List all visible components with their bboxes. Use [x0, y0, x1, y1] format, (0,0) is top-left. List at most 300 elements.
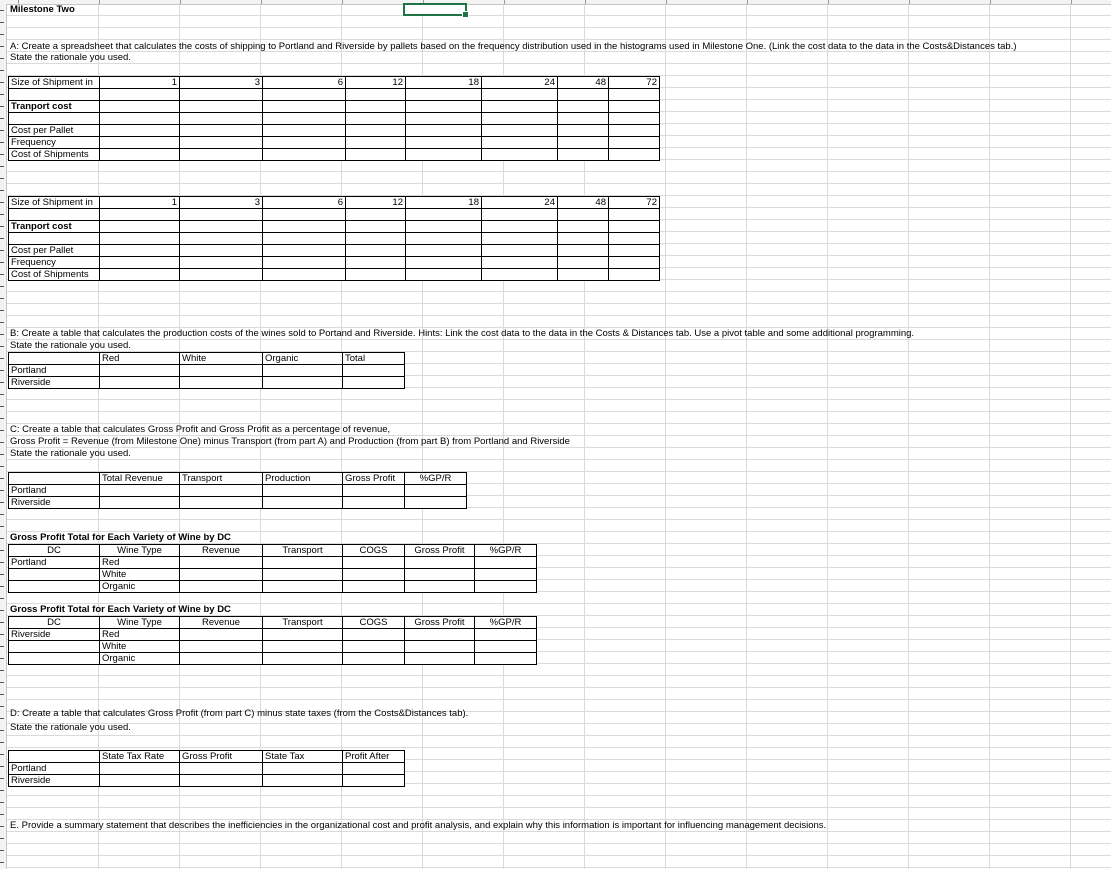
cell[interactable]	[343, 569, 405, 581]
cell[interactable]	[343, 377, 405, 389]
wine-type[interactable]: White	[100, 641, 180, 653]
header-row	[9, 545, 537, 557]
cell[interactable]	[405, 557, 475, 569]
section-d-heading: D: Create a table that calculates Gross Profit (from part C) minus state taxes (from the Costs&Distances tab).	[10, 708, 469, 719]
dc-label[interactable]: Portland	[9, 557, 100, 569]
cell[interactable]	[180, 641, 263, 653]
cell[interactable]	[482, 125, 558, 137]
cell[interactable]	[9, 751, 100, 763]
cell[interactable]	[609, 149, 660, 161]
cell[interactable]	[346, 245, 406, 257]
column-tick	[99, 0, 100, 4]
column-header[interactable]: Revenue	[180, 545, 263, 557]
row-tick	[0, 658, 4, 659]
row-tick	[0, 718, 4, 719]
cell[interactable]	[475, 629, 537, 641]
variety-table-title: Gross Profit Total for Each Variety of Wine by DC	[10, 604, 231, 615]
frequency-label[interactable]: Frequency	[9, 257, 100, 269]
cell[interactable]	[609, 269, 660, 281]
column-header[interactable]: Total	[343, 353, 405, 365]
cell[interactable]	[180, 569, 263, 581]
cell[interactable]	[9, 113, 100, 125]
transport-label[interactable]: Tranport cost	[9, 101, 100, 113]
cell[interactable]	[609, 113, 660, 125]
cell[interactable]	[180, 101, 263, 113]
cell[interactable]	[482, 149, 558, 161]
size-cell[interactable]: 1	[100, 77, 180, 89]
cell[interactable]	[346, 233, 406, 245]
cell[interactable]	[9, 353, 100, 365]
cell[interactable]	[180, 125, 263, 137]
section-c-rationale: State the rationale you used.	[10, 448, 131, 459]
cell[interactable]	[609, 89, 660, 101]
blank-row	[9, 233, 660, 245]
cell[interactable]	[406, 245, 482, 257]
cell[interactable]	[9, 89, 100, 101]
cell[interactable]	[263, 101, 346, 113]
column-header[interactable]: Gross Profit	[405, 617, 475, 629]
cell[interactable]	[346, 125, 406, 137]
row-tick	[0, 430, 4, 431]
cell[interactable]	[406, 233, 482, 245]
row-tick	[0, 334, 4, 335]
cell[interactable]	[100, 125, 180, 137]
row-label[interactable]: Riverside	[9, 377, 100, 389]
cell[interactable]	[482, 269, 558, 281]
cell[interactable]	[180, 89, 263, 101]
row-tick	[0, 754, 4, 755]
cell[interactable]	[482, 257, 558, 269]
cell[interactable]	[263, 245, 346, 257]
cell[interactable]	[346, 113, 406, 125]
cell[interactable]	[482, 113, 558, 125]
cell[interactable]	[346, 257, 406, 269]
row-label[interactable]: Portland	[9, 763, 100, 775]
cell[interactable]	[180, 137, 263, 149]
row-tick	[0, 130, 4, 131]
cell[interactable]	[100, 497, 180, 509]
cell[interactable]	[405, 641, 475, 653]
cell[interactable]	[263, 257, 346, 269]
size-cell[interactable]: 3	[180, 77, 263, 89]
row-tick	[0, 214, 4, 215]
cell[interactable]	[9, 473, 100, 485]
header-row	[9, 473, 467, 485]
row-tick	[0, 790, 4, 791]
cell[interactable]	[475, 557, 537, 569]
row-label[interactable]: Portland	[9, 485, 100, 497]
column-tick	[504, 0, 505, 4]
cell[interactable]	[9, 233, 100, 245]
row-tick	[0, 10, 4, 11]
cost-per-pallet-row	[9, 245, 660, 257]
cell[interactable]	[609, 209, 660, 221]
row-tick	[0, 106, 4, 107]
cell[interactable]	[343, 763, 405, 775]
cell[interactable]	[406, 221, 482, 233]
cell[interactable]	[263, 149, 346, 161]
row-tick	[0, 70, 4, 71]
column-header[interactable]: %GP/R	[475, 545, 537, 557]
column-header[interactable]: Gross Profit	[180, 751, 263, 763]
column-header[interactable]: White	[180, 353, 263, 365]
cell[interactable]	[263, 497, 343, 509]
row-tick	[0, 370, 4, 371]
size-cell[interactable]: 24	[482, 77, 558, 89]
cell[interactable]	[100, 149, 180, 161]
cell[interactable]	[263, 763, 343, 775]
row-tick	[0, 610, 4, 611]
header-row	[9, 751, 405, 763]
cell[interactable]	[346, 101, 406, 113]
column-tick	[261, 0, 262, 4]
size-cell[interactable]: 12	[346, 197, 406, 209]
frequency-row	[9, 257, 660, 269]
cell[interactable]	[180, 485, 263, 497]
cell[interactable]	[263, 775, 343, 787]
column-tick	[342, 0, 343, 4]
table-row	[9, 629, 537, 641]
row-tick	[0, 706, 4, 707]
column-header[interactable]: Profit After	[343, 751, 405, 763]
wine-type[interactable]: Red	[100, 629, 180, 641]
column-header[interactable]: %GP/R	[475, 617, 537, 629]
size-cell[interactable]: 72	[609, 77, 660, 89]
cell[interactable]	[100, 365, 180, 377]
size-row	[9, 197, 660, 209]
cell[interactable]	[180, 257, 263, 269]
row-tick	[0, 238, 4, 239]
row-header-strip[interactable]	[0, 4, 7, 869]
cell[interactable]	[406, 269, 482, 281]
row-tick	[0, 46, 4, 47]
size-cell[interactable]: 1	[100, 197, 180, 209]
column-header[interactable]: Production	[263, 473, 343, 485]
cell[interactable]	[475, 653, 537, 665]
column-header[interactable]: DC	[9, 545, 100, 557]
cell[interactable]	[180, 269, 263, 281]
frequency-label[interactable]: Frequency	[9, 137, 100, 149]
cell[interactable]	[558, 137, 609, 149]
cell[interactable]	[406, 89, 482, 101]
cell[interactable]	[263, 137, 346, 149]
cell[interactable]: Size of Shipment in	[9, 77, 100, 89]
row-tick	[0, 190, 4, 191]
cell[interactable]	[405, 653, 475, 665]
table-row	[9, 365, 405, 377]
column-header[interactable]: State Tax	[263, 751, 343, 763]
cell[interactable]	[180, 113, 263, 125]
cell[interactable]	[100, 257, 180, 269]
wine-type[interactable]: Organic	[100, 653, 180, 665]
cell[interactable]	[405, 569, 475, 581]
wine-type[interactable]: Red	[100, 557, 180, 569]
cell[interactable]	[263, 125, 346, 137]
cell[interactable]	[180, 221, 263, 233]
cell[interactable]	[263, 629, 343, 641]
row-tick	[0, 682, 4, 683]
frequency-row	[9, 137, 660, 149]
size-cell[interactable]: 18	[406, 77, 482, 89]
cell[interactable]	[9, 641, 100, 653]
cell[interactable]	[558, 101, 609, 113]
cell[interactable]	[100, 89, 180, 101]
row-tick	[0, 58, 4, 59]
cell[interactable]	[343, 365, 405, 377]
cell[interactable]: Size of Shipment in	[9, 197, 100, 209]
cell[interactable]	[100, 485, 180, 497]
cell[interactable]	[558, 209, 609, 221]
row-tick	[0, 418, 4, 419]
size-cell[interactable]: 12	[346, 77, 406, 89]
row-tick	[0, 346, 4, 347]
row-tick	[0, 250, 4, 251]
row-tick	[0, 406, 4, 407]
cell[interactable]	[609, 245, 660, 257]
cell[interactable]	[609, 125, 660, 137]
cell[interactable]	[100, 101, 180, 113]
column-header[interactable]: Transport	[180, 473, 263, 485]
cell[interactable]	[9, 209, 100, 221]
cell[interactable]	[180, 557, 263, 569]
cell[interactable]	[558, 221, 609, 233]
size-cell[interactable]: 48	[558, 77, 609, 89]
cell[interactable]	[100, 221, 180, 233]
cell[interactable]	[263, 641, 343, 653]
cell[interactable]	[9, 581, 100, 593]
cell[interactable]	[263, 569, 343, 581]
cell[interactable]	[9, 569, 100, 581]
cell[interactable]	[343, 557, 405, 569]
cell[interactable]	[343, 581, 405, 593]
cell[interactable]	[263, 233, 346, 245]
column-tick	[909, 0, 910, 4]
row-tick	[0, 382, 4, 383]
cell[interactable]	[100, 245, 180, 257]
size-cell[interactable]: 18	[406, 197, 482, 209]
size-cell[interactable]: 48	[558, 197, 609, 209]
column-header[interactable]: Gross Profit	[405, 545, 475, 557]
column-header-strip[interactable]	[0, 0, 1111, 5]
cell[interactable]	[405, 497, 467, 509]
cell[interactable]	[406, 101, 482, 113]
cell[interactable]	[180, 209, 263, 221]
size-cell[interactable]: 3	[180, 197, 263, 209]
cell[interactable]	[475, 641, 537, 653]
cell[interactable]	[346, 149, 406, 161]
row-tick	[0, 526, 4, 527]
row-tick	[0, 646, 4, 647]
table-row	[9, 497, 467, 509]
row-tick	[0, 598, 4, 599]
cell[interactable]	[100, 763, 180, 775]
cell[interactable]	[9, 653, 100, 665]
cell[interactable]	[558, 269, 609, 281]
cell[interactable]	[406, 257, 482, 269]
column-header[interactable]: Red	[100, 353, 180, 365]
cell[interactable]	[482, 137, 558, 149]
column-header[interactable]: State Tax Rate	[100, 751, 180, 763]
cell[interactable]	[558, 125, 609, 137]
cell[interactable]	[482, 209, 558, 221]
cell[interactable]	[406, 137, 482, 149]
cell[interactable]	[180, 245, 263, 257]
cell[interactable]	[346, 137, 406, 149]
column-header[interactable]: Gross Profit	[343, 473, 405, 485]
cell[interactable]	[343, 775, 405, 787]
cell[interactable]	[263, 557, 343, 569]
column-header[interactable]: DC	[9, 617, 100, 629]
row-label[interactable]: Portland	[9, 365, 100, 377]
column-header[interactable]: %GP/R	[405, 473, 467, 485]
row-tick	[0, 442, 4, 443]
column-header[interactable]: Total Revenue	[100, 473, 180, 485]
cell[interactable]	[482, 233, 558, 245]
cell[interactable]	[406, 125, 482, 137]
cell[interactable]	[180, 763, 263, 775]
cell[interactable]	[180, 233, 263, 245]
section-a-heading: A: Create a spreadsheet that calculates the costs of shipping to Portland and Riverside by pallets based on the frequency distribution used in the histograms used in Milestone One. (Link the cost data to the data in the Costs&Distances tab.)	[10, 41, 1017, 52]
cell[interactable]	[405, 485, 467, 497]
cell[interactable]	[180, 377, 263, 389]
cell[interactable]	[100, 269, 180, 281]
cell[interactable]	[558, 233, 609, 245]
cell[interactable]	[609, 101, 660, 113]
cost-per-pallet-label[interactable]: Cost per Pallet	[9, 245, 100, 257]
cell[interactable]	[346, 221, 406, 233]
column-header[interactable]: Organic	[263, 353, 343, 365]
cell[interactable]	[609, 221, 660, 233]
cell[interactable]	[482, 245, 558, 257]
cell[interactable]	[263, 209, 346, 221]
cell[interactable]	[180, 497, 263, 509]
cell[interactable]	[263, 365, 343, 377]
column-header[interactable]: Transport	[263, 545, 343, 557]
cell[interactable]	[346, 269, 406, 281]
cell[interactable]	[558, 245, 609, 257]
column-header[interactable]: Transport	[263, 617, 343, 629]
cell[interactable]	[475, 569, 537, 581]
row-tick	[0, 166, 4, 167]
cell[interactable]	[100, 775, 180, 787]
row-tick	[0, 118, 4, 119]
cell[interactable]	[343, 485, 405, 497]
cell[interactable]	[180, 581, 263, 593]
cost-of-shipments-label[interactable]: Cost of Shipments	[9, 149, 100, 161]
cell[interactable]	[100, 377, 180, 389]
row-tick	[0, 226, 4, 227]
section-c-formula: Gross Profit = Revenue (from Milestone One) minus Transport (from part A) and Production (from part B) from Portland and Riverside	[10, 436, 570, 447]
cell[interactable]	[406, 209, 482, 221]
cell[interactable]	[100, 137, 180, 149]
active-cell-selection[interactable]	[403, 3, 467, 16]
column-tick	[585, 0, 586, 4]
cell[interactable]	[343, 629, 405, 641]
cell[interactable]	[180, 653, 263, 665]
cell[interactable]	[263, 269, 346, 281]
cell[interactable]	[100, 209, 180, 221]
size-cell[interactable]: 6	[263, 77, 346, 89]
row-label[interactable]: Riverside	[9, 775, 100, 787]
cell[interactable]	[475, 581, 537, 593]
cell[interactable]	[482, 89, 558, 101]
section-a-rationale: State the rationale you used.	[10, 52, 131, 63]
cell[interactable]	[609, 233, 660, 245]
cell[interactable]	[180, 629, 263, 641]
row-tick	[0, 466, 4, 467]
section-d-rationale: State the rationale you used.	[10, 722, 131, 733]
dc-label[interactable]: Riverside	[9, 629, 100, 641]
cell[interactable]	[263, 89, 346, 101]
transport-label[interactable]: Tranport cost	[9, 221, 100, 233]
cost-per-pallet-label[interactable]: Cost per Pallet	[9, 125, 100, 137]
cell[interactable]	[100, 113, 180, 125]
cell[interactable]	[180, 365, 263, 377]
cell[interactable]	[558, 89, 609, 101]
cell[interactable]	[100, 233, 180, 245]
size-cell[interactable]: 72	[609, 197, 660, 209]
wine-type[interactable]: White	[100, 569, 180, 581]
cell[interactable]	[609, 257, 660, 269]
cell[interactable]	[343, 497, 405, 509]
row-tick	[0, 82, 4, 83]
cell[interactable]	[406, 149, 482, 161]
cell[interactable]	[406, 113, 482, 125]
cell[interactable]	[180, 149, 263, 161]
cell[interactable]	[405, 629, 475, 641]
table-row	[9, 775, 405, 787]
header-row	[9, 617, 537, 629]
shipping-table-riverside	[8, 196, 660, 281]
cell[interactable]	[180, 775, 263, 787]
column-header[interactable]: Wine Type	[100, 617, 180, 629]
cell[interactable]	[558, 113, 609, 125]
cell[interactable]	[343, 653, 405, 665]
cost-per-pallet-row	[9, 125, 660, 137]
wine-type[interactable]: Organic	[100, 581, 180, 593]
cell[interactable]	[263, 113, 346, 125]
cell[interactable]	[609, 137, 660, 149]
column-header[interactable]: COGS	[343, 545, 405, 557]
column-header[interactable]: COGS	[343, 617, 405, 629]
cell[interactable]	[482, 221, 558, 233]
size-cell[interactable]: 6	[263, 197, 346, 209]
cell[interactable]	[346, 89, 406, 101]
row-tick	[0, 634, 4, 635]
cell[interactable]	[343, 641, 405, 653]
row-tick	[0, 826, 4, 827]
cell[interactable]	[263, 221, 346, 233]
row-label[interactable]: Riverside	[9, 497, 100, 509]
column-header[interactable]: Revenue	[180, 617, 263, 629]
size-row	[9, 77, 660, 89]
cell[interactable]	[558, 149, 609, 161]
cell[interactable]	[558, 257, 609, 269]
section-c-heading: C: Create a table that calculates Gross Profit and Gross Profit as a percentage of revenue,	[10, 424, 391, 435]
column-header[interactable]: Wine Type	[100, 545, 180, 557]
cell[interactable]	[263, 653, 343, 665]
production-cost-table	[8, 352, 405, 389]
cell[interactable]	[405, 581, 475, 593]
size-cell[interactable]: 24	[482, 197, 558, 209]
cell[interactable]	[263, 377, 343, 389]
cell[interactable]	[263, 581, 343, 593]
cell[interactable]	[346, 209, 406, 221]
cell[interactable]	[263, 485, 343, 497]
cell[interactable]	[482, 101, 558, 113]
cost-of-shipments-label[interactable]: Cost of Shipments	[9, 269, 100, 281]
section-e-heading: E. Provide a summary statement that describes the inefficiencies in the organizational cost and profit analysis, and explain why this information is important for influencing management decisions.	[10, 820, 827, 831]
